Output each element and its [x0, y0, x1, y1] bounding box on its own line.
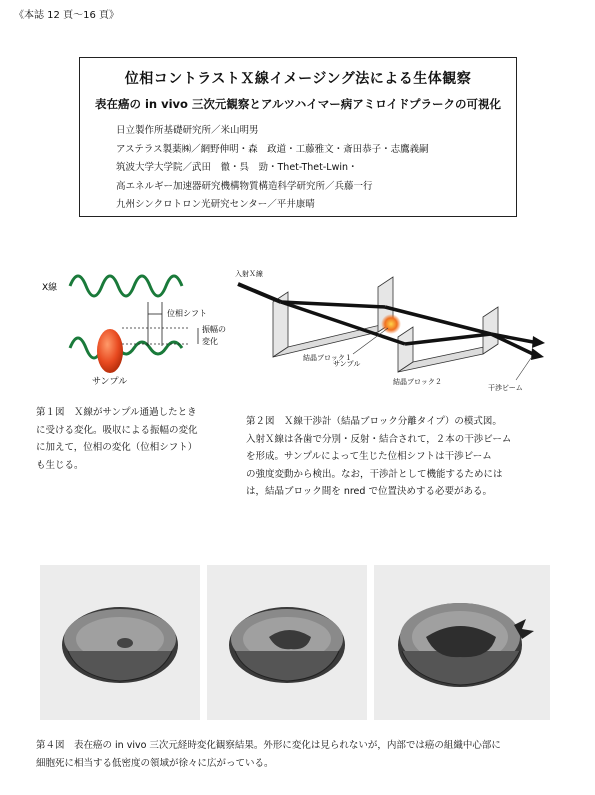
author-line: 高エネルギー加速器研究機構物質構造科学研究所／兵藤一行	[116, 180, 373, 192]
phase-shift-diagram	[30, 256, 240, 396]
block1-label: 結晶ブロック１	[303, 354, 352, 362]
xray-label: X線	[42, 283, 58, 293]
figure-4-caption: 第４図 表在癌の in vivo 三次元経時変化観察結果。外形に変化は見られないが，内部では癌の組織中心部に 細胞死に相当する低密度の領域が徐々に広がっている。	[36, 740, 501, 769]
xray-wave-bottom	[70, 338, 182, 358]
figure-2	[233, 262, 563, 402]
author-line: 筑波大学大学院／武田 徹・呉 勁・Thet-Thet-Lwin・	[116, 162, 358, 173]
incident-xray-label: 入射Ｘ線	[235, 270, 263, 278]
article-title: 位相コントラストＸ線イメージング法による生体観察	[124, 71, 472, 87]
tumor-photo-2	[207, 565, 367, 720]
sample-blob	[97, 329, 123, 373]
amplitude-label: 振幅の	[202, 325, 226, 334]
article-subtitle: 表在癌の in vivo 三次元観察とアルツハイマー病アミロイドプラークの可視化	[94, 97, 502, 111]
author-line: アステラス製薬㈱／網野伸明・森 政道・工藤雅文・斎田恭子・志鷹義嗣	[116, 143, 429, 155]
article-header-box	[79, 57, 517, 217]
sample-label: サンプル	[333, 360, 361, 368]
author-line: 九州シンクロトロン光研究センター／平井康晴	[116, 199, 315, 210]
amplitude-label-2: 変化	[202, 337, 218, 346]
author-line: 日立製作所基礎研究所／米山明男	[116, 125, 259, 136]
figure-1-caption: 第１図 Ｘ線がサンプル通過したとき に受ける変化。吸収による振幅の変化 に加えて，位相の変化（位相シフト） も生じる。	[36, 407, 198, 471]
beam-label: 干渉ビーム	[488, 384, 523, 392]
interferometer-diagram	[233, 262, 563, 402]
figure-1	[30, 256, 240, 396]
page-reference: 《本誌 12 頁〜16 頁》	[14, 10, 119, 21]
phase-shift-label: 位相シフト	[167, 309, 207, 318]
sample-label: サンプル	[92, 377, 128, 387]
xray-wave-top	[70, 276, 182, 296]
block2-label: 結晶ブロック２	[393, 378, 442, 386]
tumor-photo-3	[374, 565, 550, 720]
tumor-photo-1	[40, 565, 200, 720]
author-list	[116, 122, 429, 215]
figure-2-caption: 第２図 Ｘ線干渉計（結晶ブロック分離タイプ）の模式図。 入射Ｘ線は各歯で分別・反射・結合されて，２本の干渉ビーム を形成。サンプルによって生じた位相シフトは干渉ビーム の強度変動から検出。なお，干渉計として機能するためには は，結晶ブロック間を nred で位置決めする必要がある。	[246, 416, 512, 497]
